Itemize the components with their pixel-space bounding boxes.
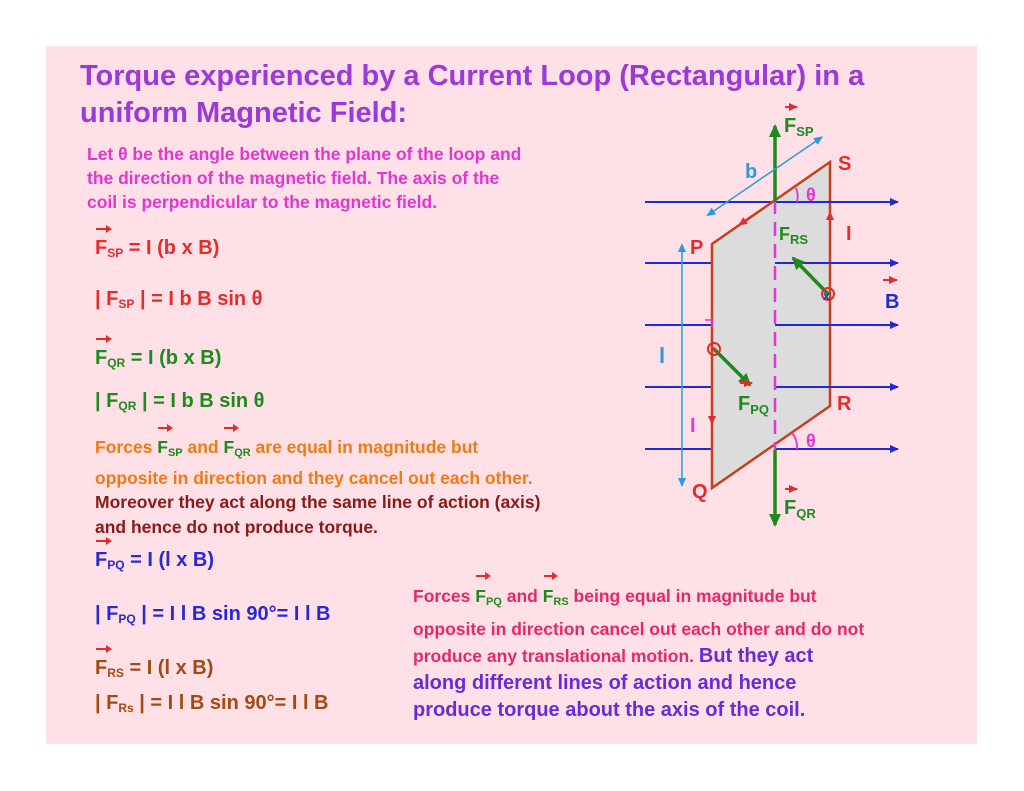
label-corner-p: P [690,237,704,259]
paragraph-sp-qr-cancel: Forces $F_{SP}$ and $F_{QR}$ are equal in magnitude but opposite in direction and they cancel out each other. Moreover they act along the same line of action (axis) and hence do not produce torque. [95,437,541,537]
label-current-right: I [846,223,852,245]
equation-fpq-magnitude: | $F_{PQ}$ | = I l B sin 90°= I l B [95,603,331,626]
label-current-left: I [690,415,696,437]
equation-fsp-vector: $F_{SP} = I$ (b x B) [95,237,220,260]
equation-fqr-magnitude: | $F_{QR}$ | = I b B sin θ [95,390,265,413]
label-fsp: $F_{SP}$ [784,115,814,139]
label-field-b: B [885,291,900,313]
equation-frs-magnitude: | $F_{Rs}$ | = I l B sin 90°= I l B [95,692,329,715]
label-b-width: b [745,161,758,183]
label-fqr: $F_{QR}$ [784,497,816,521]
equation-fqr-vector: $F_{QR} = I$ (b x B) [95,347,222,370]
paragraph-pq-rs-torque: Forces $F_{PQ}$ and $F_{RS}$ being equal in magnitude but opposite in direction cancel out each other and do not produce any translational motion. But they act along different lines of action and hence produce torque about the axis of the coil. [413,583,864,724]
equation-frs-vector: $F_{RS} = I$ (l x B) [95,657,214,680]
label-l-length: l [659,343,666,368]
label-theta-bottom: θ [806,431,816,451]
page-title: Torque experienced by a Current Loop (Rectangular) in a uniform Magnetic Field: [80,60,865,129]
label-frs: $F_{RS}$ [779,224,809,247]
label-corner-s: S [838,153,852,175]
label-corner-q: Q [692,481,708,503]
svg-text:x: x [823,289,830,303]
label-theta-top: θ [806,185,816,205]
label-fpq: $F_{PQ}$ [738,393,770,417]
equation-fsp-magnitude: | $F_{SP}$ | = I b B sin θ [95,288,263,311]
intro-paragraph: Let θ be the angle between the plane of the loop and the direction of the magnetic field. The axis of the coil is perpendicular to the magnetic field. [87,144,522,212]
equation-fpq-vector: $F_{PQ} = I$ (l x B) [95,549,215,572]
label-corner-r: R [837,393,852,415]
